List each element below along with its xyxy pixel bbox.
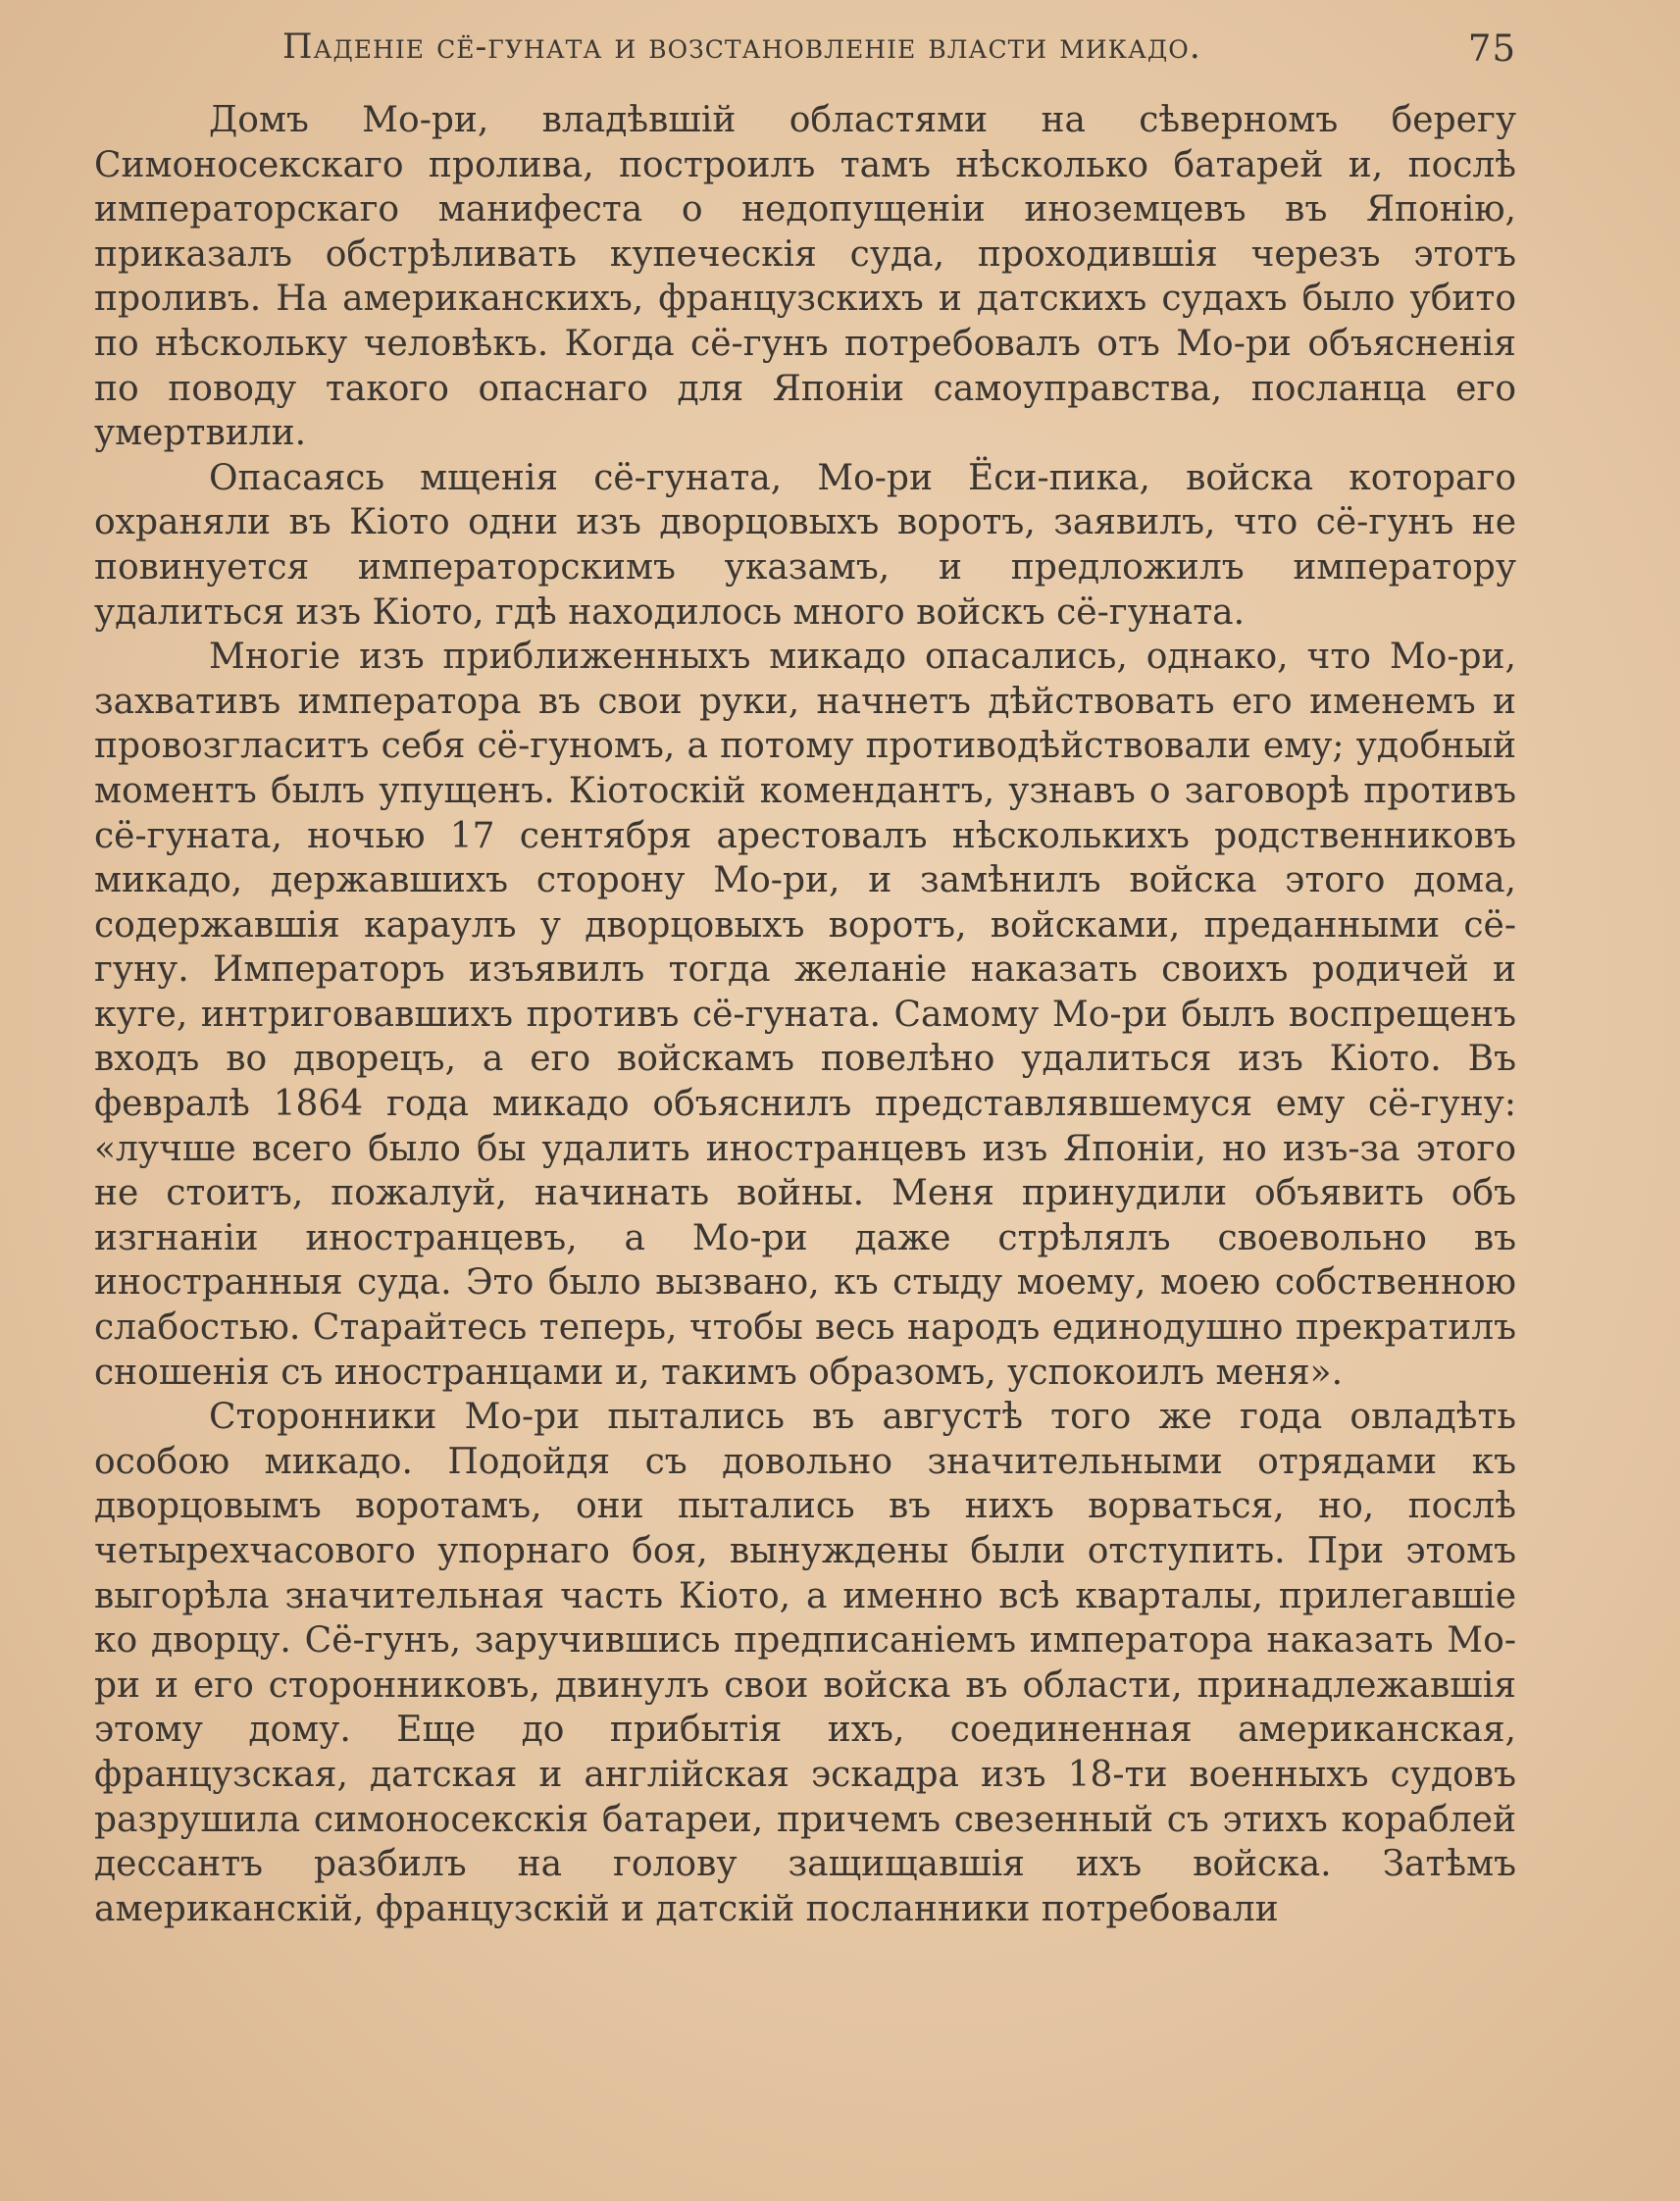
paragraph: Опасаясь мщенія сё-гуната, Мо-ри Ёси-пика, войска котораго охраняли въ Кіото одни изъ дворцовыхъ воротъ, заявилъ, что сё-гунъ не повинуется императорскимъ указамъ, и предложилъ императору удалиться изъ Кіото, гдѣ находилось много войскъ сё-гуната. <box>94 457 1516 633</box>
page-number: 75 <box>1467 27 1516 70</box>
running-head <box>94 22 1516 75</box>
paragraph: Многіе изъ приближенныхъ микадо опасались, однако, что Мо-ри, захвативъ императора въ свои руки, начнетъ дѣйствовать его именемъ и провозгласитъ себя сё-гуномъ, а потому противодѣйствовали ему; удобный моментъ былъ упущенъ. Кіотоскій комендантъ, узнавъ о заговорѣ противъ сё-гуната, ночью 17 сентября арестовалъ нѣсколькихъ родственниковъ микадо, державшихъ сторону Мо-ри, и замѣнилъ войска этого дома, содержавшія караулъ у дворцовыхъ воротъ, войсками, преданными сё-гуну. Императоръ изъявилъ тогда желаніе наказать своихъ родичей и куге, интриговавшихъ противъ сё-гуната. Самому Мо-ри былъ воспрещенъ входъ во дворецъ, а его войскамъ повелѣно удалиться изъ Кіото. Въ февралѣ 1864 года микадо объяснилъ представлявшемуся ему сё-гуну: «лучше всего было бы удалить иностранцевъ изъ Японіи, но изъ-за этого не стоитъ, пожалуй, начинать войны. Меня принудили объявить объ изгнаніи иностранцевъ, а Мо-ри даже стрѣлялъ своевольно въ иностранныя суда. Это было вызвано, къ стыду моему, моею собственною слабостью. Старайтесь теперь, чтобы весь народъ единодушно прекратилъ сношенія съ иностранцами и, такимъ образомъ, успокоилъ меня». <box>94 637 1516 1393</box>
book-page <box>94 22 1516 1931</box>
body-text <box>94 98 1516 1931</box>
paragraph: Сторонники Мо-ри пытались въ августѣ того же года овладѣть особою микадо. Подойдя съ довольно значительными отрядами къ дворцовымъ воротамъ, они пытались въ нихъ ворваться, но, послѣ четырехчасового упорнаго боя, вынуждены были отступить. При этомъ выгорѣла значительная часть Кіото, а именно всѣ кварталы, прилегавшіе ко дворцу. Сё-гунъ, заручившись предписаніемъ императора наказать Мо-ри и его сторонниковъ, двинулъ свои войска въ области, принадлежавшія этому дому. Еще до прибытія ихъ, соединенная американская, французская, датская и англійская эскадра изъ 18-ти военныхъ судовъ разрушила симоносекскія батареи, причемъ свезенный съ этихъ кораблей дессантъ разбилъ на голову защищавшія ихъ войска. Затѣмъ американскій, французскій и датскій посланники потребовали <box>94 1397 1516 1929</box>
paragraph: Домъ Мо-ри, владѣвшій областями на сѣверномъ берегу Симоносекскаго пролива, построилъ тамъ нѣсколько батарей и, послѣ императорскаго манифеста о недопущеніи иноземцевъ въ Японію, приказалъ обстрѣливать купеческія суда, проходившія черезъ этотъ проливъ. На американскихъ, французскихъ и датскихъ судахъ было убито по нѣскольку человѣкъ. Когда сё-гунъ потребовалъ отъ Мо-ри объясненія по поводу такого опаснаго для Японіи самоуправства, посланца его умертвили. <box>94 100 1516 454</box>
running-title: Паденіе сё-гуната и возстановленіе власти микадо. <box>282 27 1201 67</box>
